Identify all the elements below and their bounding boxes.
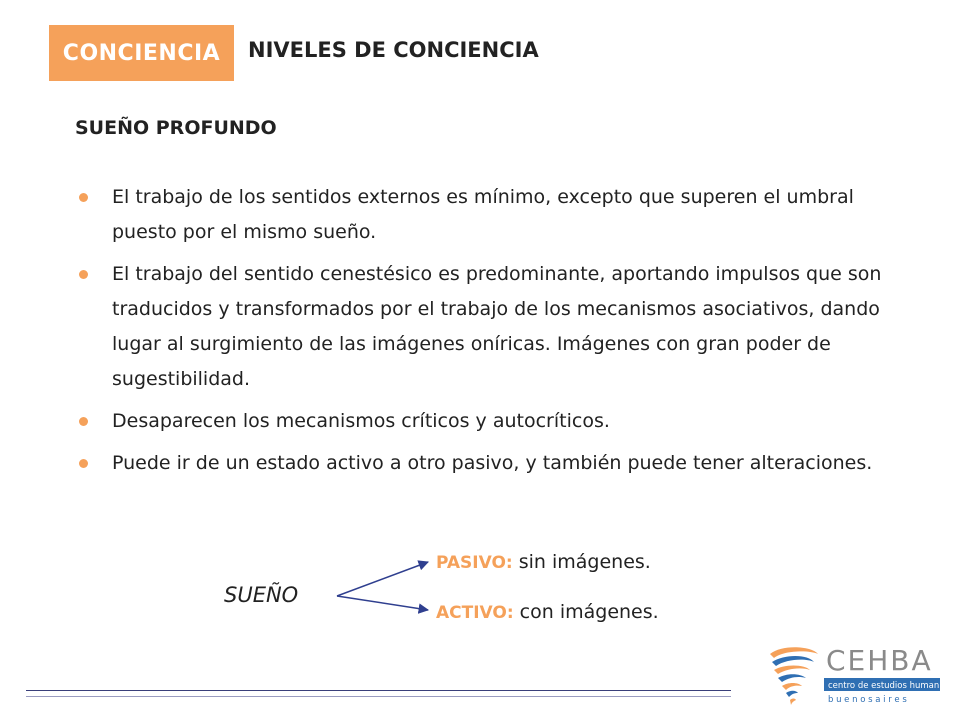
bullet-dot-icon: [79, 193, 88, 202]
bullet-dot-icon: [79, 417, 88, 426]
footer-rule: [26, 690, 731, 691]
bullet-list: [75, 180, 885, 488]
logo-line1: centro de estudios humanistas: [828, 681, 960, 691]
section-tag: CONCIENCIA: [49, 25, 234, 81]
passive-text: sin imágenes.: [518, 551, 651, 573]
footer-rule-thin: [26, 696, 731, 697]
branch-passive: [436, 551, 651, 573]
diagram-root-label: SUEÑO: [224, 583, 299, 607]
bullet-text: El trabajo del sentido cenestésico es predominante, aportando impulsos que son traducidos y transformados por el trabajo de los mecanismos asociativos, dando lugar al surgimiento de las imágenes oníricas. Imágenes con gran poder de sugestibilidad.: [112, 263, 882, 390]
list-item: [75, 257, 885, 397]
list-item: [75, 446, 885, 481]
logo-name: CEHBA: [826, 644, 933, 677]
bullet-dot-icon: [79, 270, 88, 279]
bullet-dot-icon: [79, 459, 88, 468]
list-item: [75, 180, 885, 250]
active-text: con imágenes.: [519, 601, 659, 623]
active-key: ACTIVO:: [436, 603, 514, 623]
list-item: [75, 404, 885, 439]
bullet-text: Puede ir de un estado activo a otro pasivo, y también puede tener alteraciones.: [112, 452, 873, 474]
cehba-logo: [762, 640, 960, 710]
bullet-text: El trabajo de los sentidos externos es mínimo, excepto que superen el umbral puesto por el mismo sueño.: [112, 186, 854, 243]
arrow-to-passive: [337, 562, 428, 596]
page-title: NIVELES DE CONCIENCIA: [248, 38, 539, 62]
bullet-text: Desaparecen los mecanismos críticos y autocríticos.: [112, 410, 610, 432]
arrow-to-active: [337, 596, 428, 610]
swirl-icon: [770, 647, 818, 705]
section-title: SUEÑO PROFUNDO: [75, 117, 277, 139]
passive-key: PASIVO:: [436, 553, 513, 573]
logo-line2: b u e n o s a i r e s: [828, 695, 907, 705]
branch-active: [436, 601, 659, 623]
